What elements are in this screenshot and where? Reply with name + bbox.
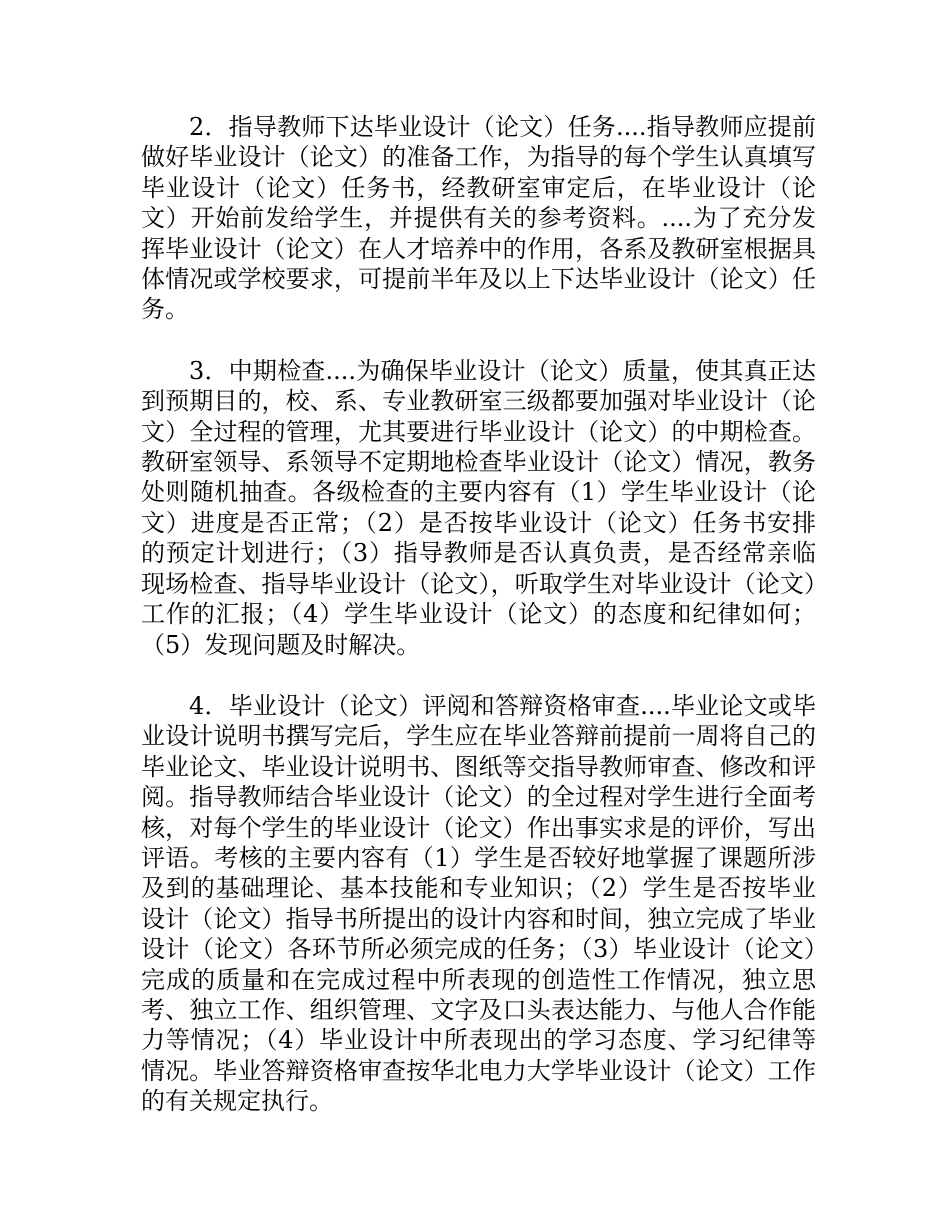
paragraph-review-and-defense: 4．毕业设计（论文）评阅和答辩资格审查....毕业论文或毕业设计说明书撰写完后，学生应在毕业答辩前提前一周将自己的毕业论文、毕业设计说明书、图纸等交指导教师审查、修改和评阅。指导教师结合毕业设计（论文）的全过程对学生进行全面考核，对每个学生的毕业设计（论文）作出事实求是的评价，写出评语。考核的主要内容有（1）学生是否较好地掌握了课题所涉及到的基础理论、基本技能和专业知识；（2）学生是否按毕业设计（论文）指导书所提出的设计内容和时间，独立完成了毕业设计（论文）各环节所必须完成的任务；（3）毕业设计（论文）完成的质量和在完成过程中所表现的创造性工作情况，独立思考、独立工作、组织管理、文字及口头表达能力、与他人合作能力等情况；（4）毕业设计中所表现出的学习态度、学习纪律等情况。毕业答辩资格审查按华北电力大学毕业设计（论文）工作的有关规定执行。 bbox=[141, 691, 816, 1116]
paragraph-task-assignment: 2．指导教师下达毕业设计（论文）任务....指导教师应提前做好毕业设计（论文）的准备工作，为指导的每个学生认真填写毕业设计（论文）任务书，经教研室审定后，在毕业设计（论文）开始前发给学生，并提供有关的参考资料。....为了充分发挥毕业设计（论文）在人才培养中的作用，各系及教研室根据具体情况或学校要求，可提前半年及以上下达毕业设计（论文）任务。 bbox=[141, 113, 816, 324]
paragraph-midterm-check: 3．中期检查....为确保毕业设计（论文）质量，使其真正达到预期目的，校、系、专业教研室三级都要加强对毕业设计（论文）全过程的管理，尤其要进行毕业设计（论文）的中期检查。教研室领导、系领导不定期地检查毕业设计（论文）情况，教务处则随机抽查。各级检查的主要内容有（1）学生毕业设计（论文）进度是否正常；（2）是否按毕业设计（论文）任务书安排的预定计划进行；（3）指导教师是否认真负责，是否经常亲临现场检查、指导毕业设计（论文），听取学生对毕业设计（论文）工作的汇报；（4）学生毕业设计（论文）的态度和纪律如何；（5）发现问题及时解决。 bbox=[141, 356, 816, 659]
document-page bbox=[141, 112, 816, 1148]
